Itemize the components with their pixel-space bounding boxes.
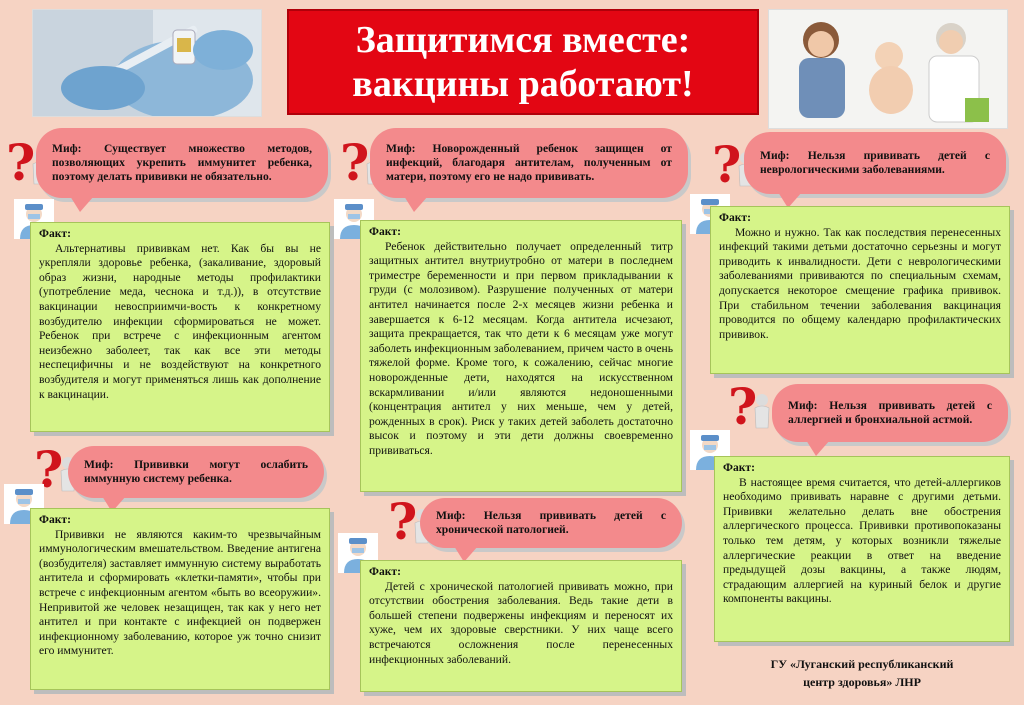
- fact-text-6: В настоящее время считается, что детей-аллергиков необходимо прививать наравне с другими детьми. Прививки желательно делать вне обострения аллергического процесса. Прививки противопоказаны только тем детям, у которых возникли тяжелые аллергические реакции в ответ на введение предыдущей дозы вакцины, а также людям, страдающим аллергией на куриный белок и другие компоненты вакцины.: [723, 475, 1001, 606]
- footer-line-1: ГУ «Луганский республиканский: [770, 657, 954, 671]
- fact-label-6: Факт:: [723, 461, 755, 474]
- fact-text-3: Ребенок действительно получает определенный титр защитных антител внутриутробно от матери в последнем триместре беременности и при первом прикладывании к груди (с молозивом). Разрушение полученных от матери антител начинается после 2-х месяцев жизни ребенка и завершается к 6-12 месяцам. Когда антитела исчезают, защита прекращается, так что дети к 6 месяцам уже могут заболеть инфекционным заболеванием, причем часто в очень тяжелой форме. Кроме того, к сожалению, сейчас многие новорожденные дети, находятся на искусственном вскармливании и/или являются недоношенными (концентрация антител у них меньше, чем у детей, рожденных в срок). Риск у таких детей заболеть достаточно высок и поэтому и эти дети должны своевременно прививаться.: [369, 239, 673, 457]
- fact-text-4: Детей с хронической патологией прививать можно, при отсутствии обострения заболевания. Ведь такие дети в большей степени подвержены инфекциям и переносят их хуже, чем их здоровые сверстники. У них чаще всего встречаются осложнения после перенесенных инфекционных заболеваний.: [369, 579, 673, 666]
- fact-box-2: [30, 508, 330, 690]
- vaccine-photo: [32, 9, 262, 117]
- title-line-2: вакцины работают!: [352, 63, 694, 105]
- fact-text-5: Можно и нужно. Так как последствия перенесенных инфекций такими детьми достаточно серьезны и могут приводить к инвалидности. Дети с неврологическими заболеваниями прививаются по специальным схемам, допускается некоторое смещение графика прививок. При стабильном течении заболевания вакцинация проводится по общему календарю профилактических прививок.: [719, 225, 1001, 341]
- page-title: [287, 9, 759, 115]
- myth-bubble-1: [36, 128, 328, 198]
- myth-text-6: Миф: Нельзя прививать детей с аллергией и бронхиальной астмой.: [788, 399, 992, 426]
- organization-footer: [712, 655, 1012, 691]
- fact-label-4: Факт:: [369, 565, 401, 578]
- fact-box-1: [30, 222, 330, 432]
- title-line-1: Защитимся вместе:: [355, 19, 691, 61]
- fact-label-5: Факт:: [719, 211, 751, 224]
- fact-box-6: [714, 456, 1010, 642]
- fact-label-3: Факт:: [369, 225, 401, 238]
- fact-box-4: [360, 560, 682, 692]
- myth-bubble-2: [68, 446, 324, 498]
- fact-box-5: [710, 206, 1010, 374]
- myth-bubble-4: [420, 498, 682, 548]
- fact-box-3: [360, 220, 682, 492]
- fact-text-1: Альтернативы прививкам нет. Как бы вы не укрепляли здоровье ребенка, (закаливание, здоровый образ жизни, народные методы профилактики (употребление меда, чеснока и т.д.)), в отсутствие вакцинации невосприимчи-вость к конкретному возбудителю инфекции сформироваться не может. Ребенок при встрече с инфекционным агентом неизбежно заболеет, так как все эти методы неспецифичны и не воздействуют на конкретного возбудителя и могут применяться лишь как дополнение к вакцинации.: [39, 241, 321, 401]
- myth-text-5: Миф: Нельзя прививать детей с неврологическими заболеваниями.: [760, 149, 990, 176]
- fact-label-2: Факт:: [39, 513, 71, 526]
- fact-label-1: Факт:: [39, 227, 71, 240]
- question-mark-person-icon: [728, 380, 774, 432]
- myth-text-3: Миф: Новорожденный ребенок защищен от инфекций, благодаря антителам, полученным от матери, поэтому его не надо прививать.: [386, 142, 672, 183]
- myth-text-4: Миф: Нельзя прививать детей с хронической патологией.: [436, 509, 666, 536]
- footer-line-2: центр здоровья» ЛНР: [803, 675, 921, 689]
- fact-text-2: Прививки не являются каким-то чрезвычайным иммунологическим вмешательством. Введение антигена (возбудителя) заставляет иммунную систему выработать антитела и сформировать «клетки-памяти», чтобы при встрече с инфекционным агентом «быть во всеоружии». Непривитой же человек незащищен, так как у него нет антител и при контакте с инфекцией он подвержен инфекционному заболеванию, которое уж точно снизит его иммунитет.: [39, 527, 321, 658]
- myth-text-2: Миф: Прививки могут ослабить иммунную систему ребенка.: [84, 458, 308, 485]
- myth-bubble-3: [370, 128, 688, 198]
- myth-bubble-6: [772, 384, 1008, 442]
- baby-vaccination-photo: [768, 9, 1008, 129]
- myth-text-1: Миф: Существует множество методов, позволяющих укрепить иммунитет ребенка, поэтому делать прививки не обязательно.: [52, 142, 312, 183]
- myth-bubble-5: [744, 132, 1006, 194]
